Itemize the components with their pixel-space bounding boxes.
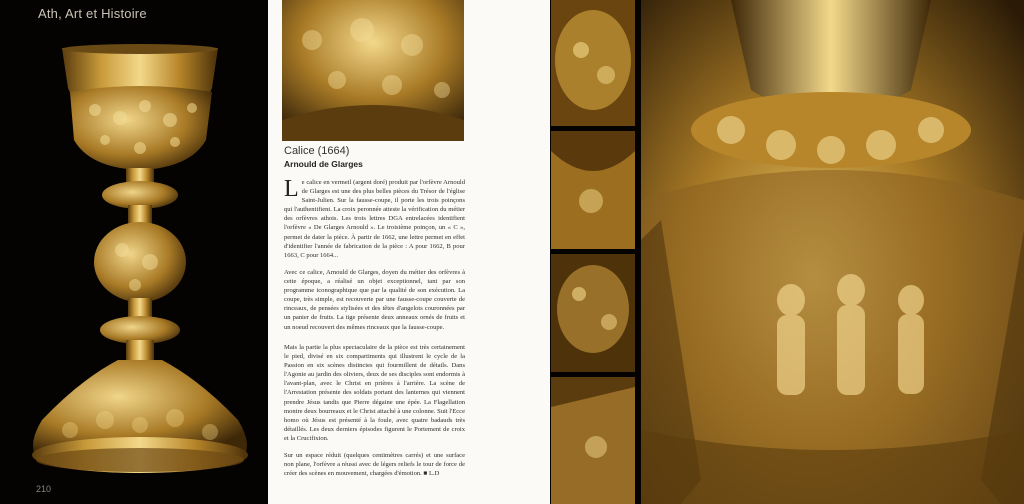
gutter bbox=[514, 0, 550, 504]
detail-thumbnail-4 bbox=[551, 377, 635, 504]
paragraph-1 bbox=[284, 178, 465, 260]
detail-thumbnail-3 bbox=[551, 254, 635, 372]
paragraph-2: Avec ce calice, Arnould de Glarges, doyen du métier des orfèvres à cette époque, a réalisé un objet exceptionnel, tant par son programme iconographique que par la qualité de son exécution. La coupe, très simple, est recouverte par une fausse-coupe couverte de rinceaux, de pensées stylisées et des têtes d'angelots couronnées par un panier de fruits. La tige présente deux anneaux ornés de fruits et un noeud recouvert des mêmes rinceaux que la fausse-coupe. bbox=[284, 269, 465, 331]
passion-scene-detail-photo bbox=[641, 0, 1024, 504]
detail-thumbnail-2 bbox=[551, 131, 635, 249]
chalice-photo bbox=[0, 0, 268, 504]
chalice-detail-photo bbox=[282, 0, 464, 141]
detail-thumbnail-1 bbox=[551, 0, 635, 126]
caption-title: Calice (1664) bbox=[284, 145, 350, 157]
running-head: Ath, Art et Histoire bbox=[38, 6, 147, 21]
paragraph-1-text: e calice en vermeil (argent doré) produit par l'orfèvre Arnould de Glarges est une des plus belles pièces du Trésor de l'église Saint-Julien. Sur la fausse-coupe, il porte les trois poinçons qui l'authentifient. La croix peronnée atteste la vérification du métier des orfèvres athois. Les trois lettres DGA entrelacées identifient l'orfèvre « De Glarges Arnould ». Le troisième poinçon, un « C », permet de dater la pièce. À partir de 1662, une lettre permet en effet d'identifier l'année de fabrication de la pièce : A pour 1662, B pour 1663, C pour 1664... bbox=[284, 179, 465, 259]
page-number: 210 bbox=[36, 484, 52, 494]
caption-author: Arnould de Glarges bbox=[284, 159, 363, 169]
paragraph-3: Mais la partie la plus spectaculaire de la pièce est très certainement le pied, divisé en six compartiments qui illustrent le cycle de la Passion en six scènes distinctes qui fourmillent de détails. Dans l'Agonie au jardin des oliviers, deux de ses disciples sont endormis à l'avant-plan, avec le Christ en prières à l'arrière. La scène de l'Arrestation présente des soldats portant des lanternes qui viennent prendre Jésus tandis que Pierre dégaine une épée. La Flagellation montre deux bourreaux et le Christ attaché à une colonne. Suit l'Ecce homo où Jésus est présenté à la foule, avec quatre badauds très détaillés. Les deux derniers épisodes figurent le Portement de croix et la Crucifixion. bbox=[284, 344, 465, 442]
drop-cap: L bbox=[284, 176, 299, 202]
left-page bbox=[0, 0, 268, 504]
paragraph-4: Sur un espace réduit (quelques centimètres carrés) et une surface non plane, l'orfèvre a réussi avec de légers reliefs le tour de force de créer des scènes en mouvement, chargées d'émotion. ■ L.D bbox=[284, 452, 465, 478]
